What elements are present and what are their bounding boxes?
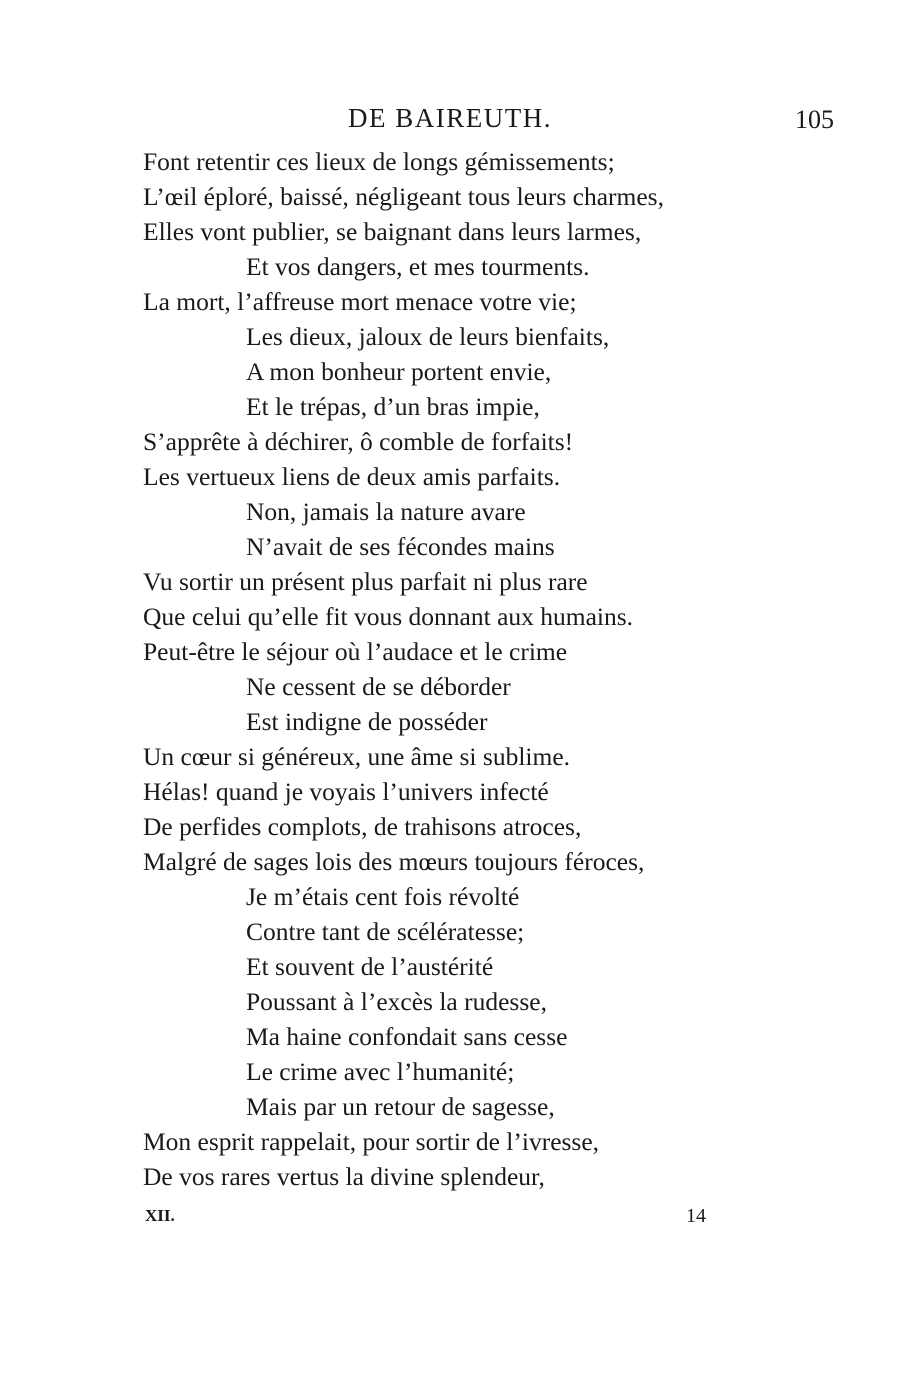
poem-text — [143, 144, 783, 1194]
signature-mark: 14 — [686, 1205, 706, 1227]
verse-line: Ne cessent de se déborder — [246, 672, 511, 701]
verse-line: Mon esprit rappelait, pour sortir de l’ivresse, — [143, 1127, 600, 1156]
verse-line: Peut-être le séjour où l’audace et le crime — [143, 637, 568, 666]
verse-line: Les vertueux liens de deux amis parfaits. — [143, 462, 561, 491]
verse-line: De perfides complots, de trahisons atroces, — [143, 812, 582, 841]
verse-line: Font retentir ces lieux de longs gémissements; — [143, 147, 615, 176]
verse-line: Elles vont publier, se baignant dans leurs larmes, — [143, 217, 642, 246]
verse-line: Et vos dangers, et mes tourments. — [246, 252, 590, 281]
verse-line: Est indigne de posséder — [246, 707, 488, 736]
verse-line: De vos rares vertus la divine splendeur, — [143, 1162, 545, 1191]
verse-line: Malgré de sages lois des mœurs toujours féroces, — [143, 847, 645, 876]
volume-mark: XII. — [145, 1206, 175, 1225]
running-head — [0, 100, 900, 140]
verse-line: N’avait de ses fécondes mains — [246, 532, 555, 561]
verse-line: Poussant à l’excès la rudesse, — [246, 987, 547, 1016]
verse-line: L’œil éploré, baissé, négligeant tous leurs charmes, — [143, 182, 664, 211]
page-footer — [0, 1200, 900, 1232]
verse-line: Mais par un retour de sagesse, — [246, 1092, 555, 1121]
running-title: DE BAIREUTH. — [348, 103, 552, 133]
verse-line: Que celui qu’elle fit vous donnant aux humains. — [143, 602, 634, 631]
verse-line: Je m’étais cent fois révolté — [246, 882, 520, 911]
verse-line: Non, jamais la nature avare — [246, 497, 526, 526]
verse-line: Hélas! quand je voyais l’univers infecté — [143, 777, 549, 806]
verse-line: Le crime avec l’humanité; — [246, 1057, 515, 1086]
verse-line: A mon bonheur portent envie, — [246, 357, 552, 386]
page-number: 105 — [795, 105, 834, 134]
verse-line: Et souvent de l’austérité — [246, 952, 494, 981]
verse-line: La mort, l’affreuse mort menace votre vie; — [143, 287, 577, 316]
verse-line: S’apprête à déchirer, ô comble de forfaits! — [143, 427, 574, 456]
verse-line: Contre tant de scélératesse; — [246, 917, 525, 946]
verse-line: Les dieux, jaloux de leurs bienfaits, — [246, 322, 610, 351]
verse-line: Et le trépas, d’un bras impie, — [246, 392, 540, 421]
verse-line: Un cœur si généreux, une âme si sublime. — [143, 742, 571, 771]
verse-line: Vu sortir un présent plus parfait ni plus rare — [143, 567, 588, 596]
verse-line: Ma haine confondait sans cesse — [246, 1022, 568, 1051]
